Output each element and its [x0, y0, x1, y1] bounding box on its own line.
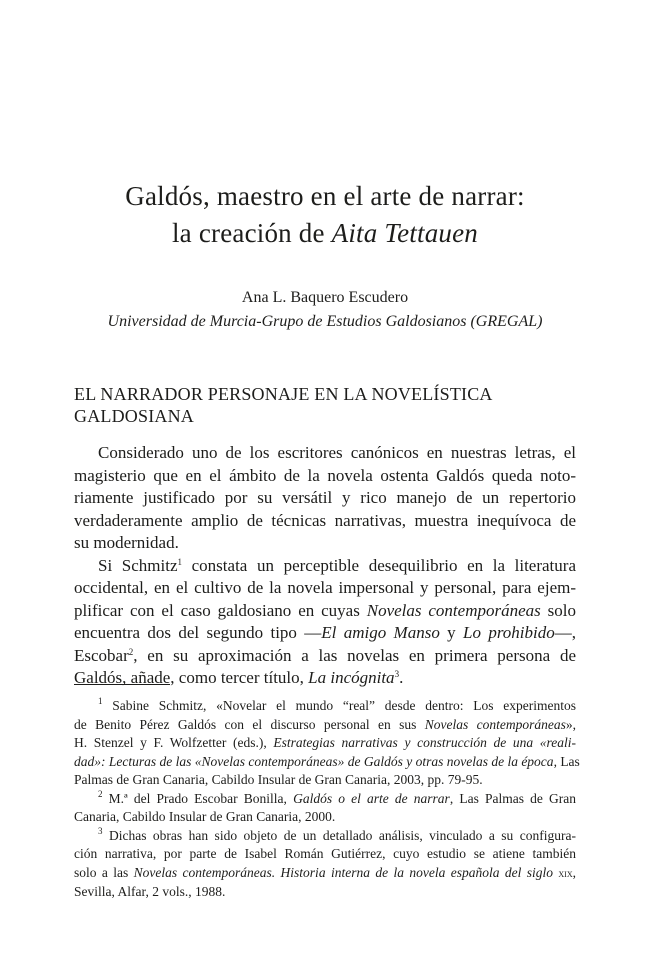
text-run: de Benito Pérez Galdós con el discurso personal en sus: [74, 716, 425, 732]
italic-title: Novelas contemporáneas. Historia interna de la novela española del siglo: [133, 864, 559, 880]
footnote-line: [74, 697, 576, 716]
author-affiliation: Universidad de Murcia-Grupo de Estudios Galdosianos (GREGAL): [107, 313, 543, 330]
paragraph-line: verdaderamente amplio de técnicas narrativas, muestra inequívoca de: [74, 510, 576, 530]
paragraph-2: [74, 555, 576, 690]
text-run: , Las: [553, 753, 580, 769]
footnote-separator: [74, 684, 170, 685]
footnote-line: Sevilla, Alfar, 2 vols., 1988.: [74, 884, 226, 899]
text-run: ,: [572, 864, 576, 880]
chapter-title-line-1: Galdós, maestro en el arte de narrar:: [125, 181, 525, 211]
text-run: solo a las: [74, 864, 134, 880]
footnote-number: 2: [98, 788, 103, 799]
chapter-title: [60, 178, 590, 252]
small-caps-run: xix: [558, 867, 573, 880]
footnotes: [74, 696, 580, 902]
text-run: .: [399, 668, 404, 687]
italic-title: Estrategias narrativas y construcción de una «reali-: [273, 735, 576, 750]
footnote-line: ción narrativa, por parte de Isabel Román Gutiérrez, cuyo estudio se atiene también: [74, 846, 576, 861]
footnote-number: 1: [98, 696, 103, 706]
text-run: Galdós, añade, como tercer título,: [74, 668, 309, 687]
text-run: Dichas obras han sido objeto de un detallado análisis, vinculado a su configura-: [102, 827, 576, 843]
text-run: y: [439, 623, 464, 642]
footnote-line: Canaria, Cabildo Insular de Gran Canaria, 2000.: [74, 809, 336, 824]
paragraph-line: [74, 600, 576, 623]
italic-title: dad»: Lecturas de las «Novelas contemporáneas» de Galdós y otras novelas de la época: [74, 753, 554, 769]
italic-title: Novelas contemporáneas: [424, 716, 566, 732]
paragraph-line: riamente justificado por su versátil y rico manejo de un repertorio: [74, 488, 576, 507]
text-run: »,: [565, 716, 576, 732]
chapter-title-prefix: la creación de: [171, 218, 332, 248]
text-run: Escobar: [74, 645, 129, 665]
section-heading-line-1: EL NARRADOR PERSONAJE EN LA NOVELÍSTICA: [74, 384, 493, 404]
text-run: , en su aproximación a las novelas en primera persona de: [133, 645, 576, 665]
chapter-title-work: Aita Tettauen: [331, 218, 478, 248]
author-name: Ana L. Baquero Escudero: [241, 289, 409, 306]
text-run: constata un perceptible desequilibrio en la literatura: [182, 555, 576, 575]
footnote-line: [74, 753, 580, 772]
paragraph-line: [74, 555, 576, 578]
footnote-2: [74, 790, 576, 827]
text-run: M.ª del Prado Escobar Bonilla,: [102, 790, 294, 806]
chapter-title-line-2: [60, 215, 590, 252]
body-text: [74, 442, 576, 690]
italic-title: Novelas contemporáneas: [366, 600, 541, 620]
footnote-ref-3: 3: [394, 669, 400, 679]
footnote-line: [74, 864, 576, 884]
paragraph-line: [74, 667, 576, 690]
paragraph-line: su modernidad.: [74, 533, 179, 552]
section-heading-line-2: GALDOSIANA: [74, 406, 194, 426]
text-run: —,: [554, 623, 577, 642]
footnote-line: [74, 790, 576, 809]
footnote-number: 3: [98, 825, 103, 836]
text-run: H. Stenzel y F. Wolfzetter (eds.),: [74, 735, 274, 750]
footnote-3: [74, 827, 576, 902]
paragraph-line: occidental, en el cultivo de la novela impersonal y personal, para ejem-: [74, 578, 576, 597]
paragraph-line: Considerado uno de los escritores canónicos en nuestras letras, el: [98, 443, 576, 462]
paragraph-line: [74, 645, 576, 668]
italic-title: Lo prohibido: [463, 623, 555, 642]
italic-title: Galdós o el arte de narrar: [293, 790, 450, 806]
paragraph-line: magisterio que en el ámbito de la novela ostenta Galdós queda noto-: [74, 465, 576, 485]
paragraph-1: [74, 442, 576, 555]
section-heading: [74, 383, 574, 427]
italic-title: El amigo Manso: [321, 623, 440, 642]
footnote-line: [74, 827, 576, 846]
text-run: plificar con el caso galdosiano en cuyas: [74, 600, 367, 620]
footnote-ref-2: 2: [128, 646, 134, 657]
footnote-line: [74, 716, 576, 735]
footnote-line: [74, 734, 576, 753]
text-run: solo: [540, 600, 576, 620]
text-run: , Las Palmas de Gran: [449, 790, 576, 806]
footnote-1: [74, 696, 580, 790]
text-run: encuentra dos del segundo tipo —: [74, 623, 322, 642]
footnote-line: Palmas de Gran Canaria, Cabildo Insular de Gran Canaria, 2003, pp. 79-95.: [74, 772, 483, 787]
text-run: Sabine Schmitz, «Novelar el mundo “real” desde dentro: Los experimentos: [102, 698, 576, 713]
paragraph-line: [74, 622, 576, 645]
italic-title: La incógnita: [308, 668, 395, 687]
text-run: Si Schmitz: [98, 555, 178, 575]
footnote-ref-1: 1: [177, 556, 183, 567]
